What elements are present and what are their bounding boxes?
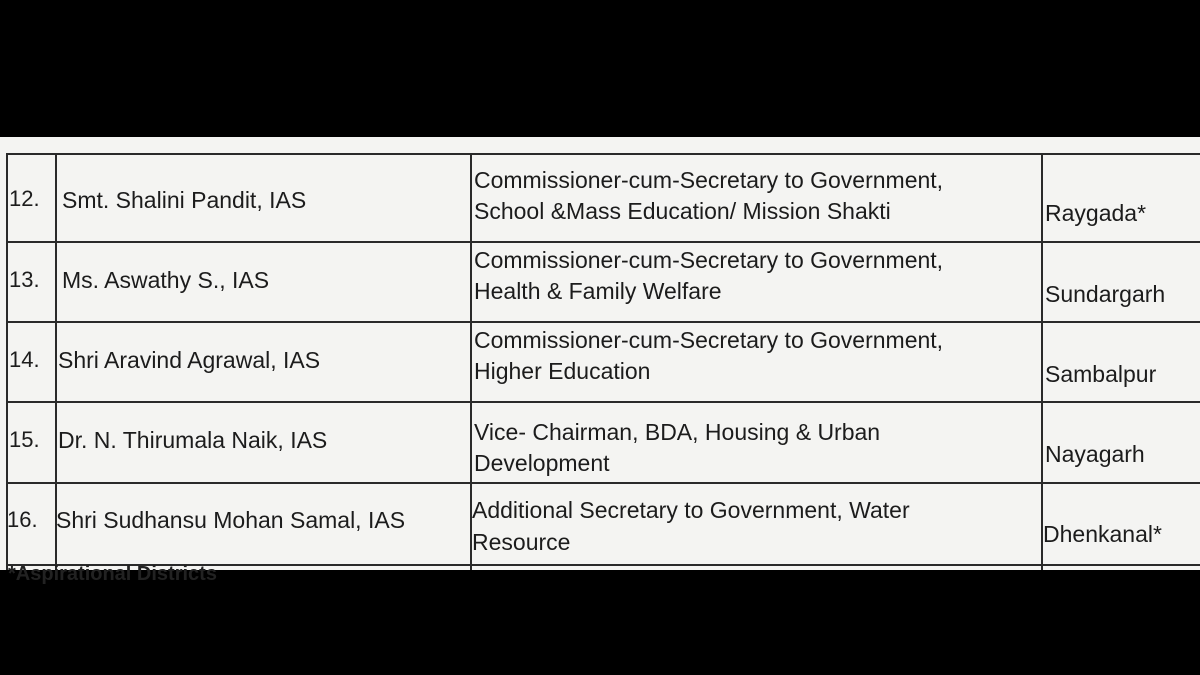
- column-divider: [1041, 153, 1043, 570]
- designation-line: Vice- Chairman, BDA, Housing & Urban: [474, 419, 881, 445]
- row-number: 15.: [9, 427, 40, 452]
- designation-line: Health & Family Welfare: [474, 278, 722, 304]
- officer-name: Shri Sudhansu Mohan Samal, IAS: [56, 507, 406, 533]
- designation-line: School &Mass Education/ Mission Shakti: [474, 198, 891, 224]
- table-border-top: [6, 153, 1200, 155]
- table-row-divider: [6, 321, 1200, 323]
- officer-name: Smt. Shalini Pandit, IAS: [62, 187, 307, 213]
- document-page: [0, 137, 1200, 585]
- designation-line: Higher Education: [474, 358, 651, 384]
- officer-name: Ms. Aswathy S., IAS: [62, 267, 270, 293]
- designation-line: Development: [474, 450, 610, 476]
- footnote: *Aspirational Districts: [8, 563, 217, 585]
- designation-line: Resource: [472, 529, 571, 555]
- designation-line: Commissioner-cum-Secretary to Government,: [474, 247, 944, 273]
- designation-line: Additional Secretary to Government, Water: [472, 497, 910, 523]
- row-number: 13.: [9, 267, 40, 292]
- district-name: Dhenkanal*: [1043, 521, 1162, 547]
- district-name: Raygada*: [1045, 200, 1147, 226]
- table-row-divider: [6, 482, 1200, 484]
- row-number: 12.: [9, 186, 40, 211]
- row-number: 14.: [9, 347, 40, 372]
- table-row-divider: [6, 401, 1200, 403]
- district-name: Sambalpur: [1045, 361, 1157, 387]
- designation-line: Commissioner-cum-Secretary to Government,: [474, 167, 944, 193]
- district-name: Sundargarh: [1045, 281, 1166, 307]
- row-number: 16.: [7, 507, 38, 532]
- designation-line: Commissioner-cum-Secretary to Government,: [474, 327, 944, 353]
- officer-name: Shri Aravind Agrawal, IAS: [58, 347, 321, 373]
- officer-name: Dr. N. Thirumala Naik, IAS: [58, 427, 328, 453]
- district-name: Nayagarh: [1045, 441, 1145, 467]
- table-row-divider: [6, 241, 1200, 243]
